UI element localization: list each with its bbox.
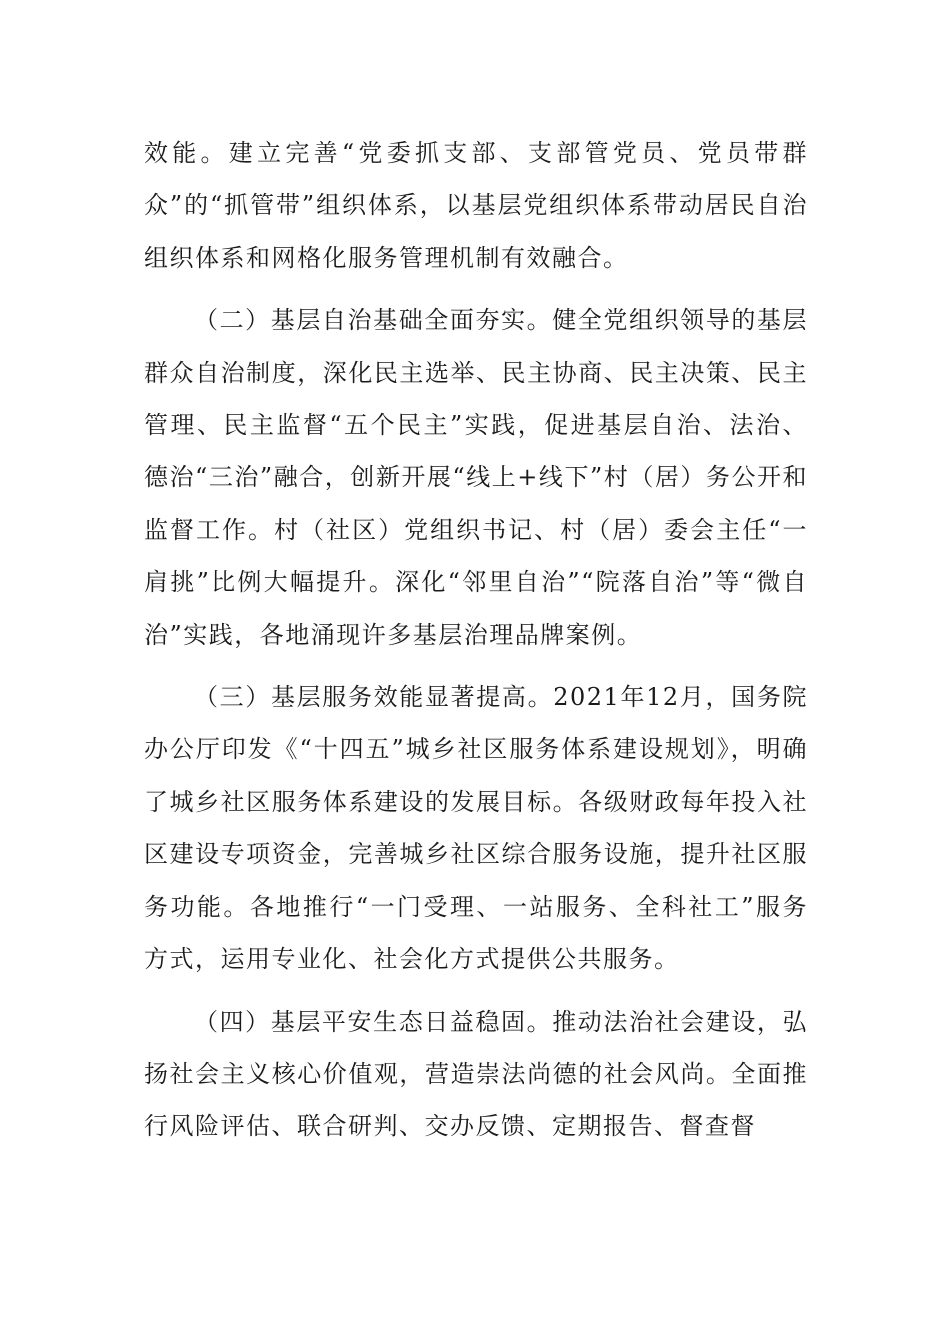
paragraph-section-four: （四）基层平安生态日益稳固。推动法治社会建设，弘扬社会主义核心价值观，营造崇法尚德的社会风尚。全面推行风险评估、联合研判、交办反馈、定期报告、督查督 xyxy=(144,1007,808,1141)
paragraph-section-two: （二）基层自治基础全面夯实。健全党组织领导的基层群众自治制度，深化民主选举、民主协商、民主决策、民主管理、民主监督“五个民主”实践，促进基层自治、法治、德治“三治”融合，创新开展“线上+线下”村（居）务公开和监督工作。村（社区）党组织书记、村（居）委会主任“一肩挑”比例大幅提升。深化“邻里自治”“院落自治”等“微自治”实践，各地涌现许多基层治理品牌案例。 xyxy=(144,306,808,649)
paragraph-section-three: （三）基层服务效能显著提高。2021年12月，国务院办公厅印发《“十四五”城乡社区服务体系建设规划》，明确了城乡社区服务体系建设的发展目标。各级财政每年投入社区建设专项资金，完善城乡社区综合服务设施，提升社区服务功能。各地推行“一门受理、一站服务、全科社工”服务方式，运用专业化、社会化方式提供公共服务。 xyxy=(144,683,808,974)
paragraph-continuation: 效能。建立完善“党委抓支部、支部管党员、党员带群众”的“抓管带”组织体系，以基层党组织体系带动居民自治组织体系和网格化服务管理机制有效融合。 xyxy=(144,139,808,272)
document-body xyxy=(144,127,808,1153)
